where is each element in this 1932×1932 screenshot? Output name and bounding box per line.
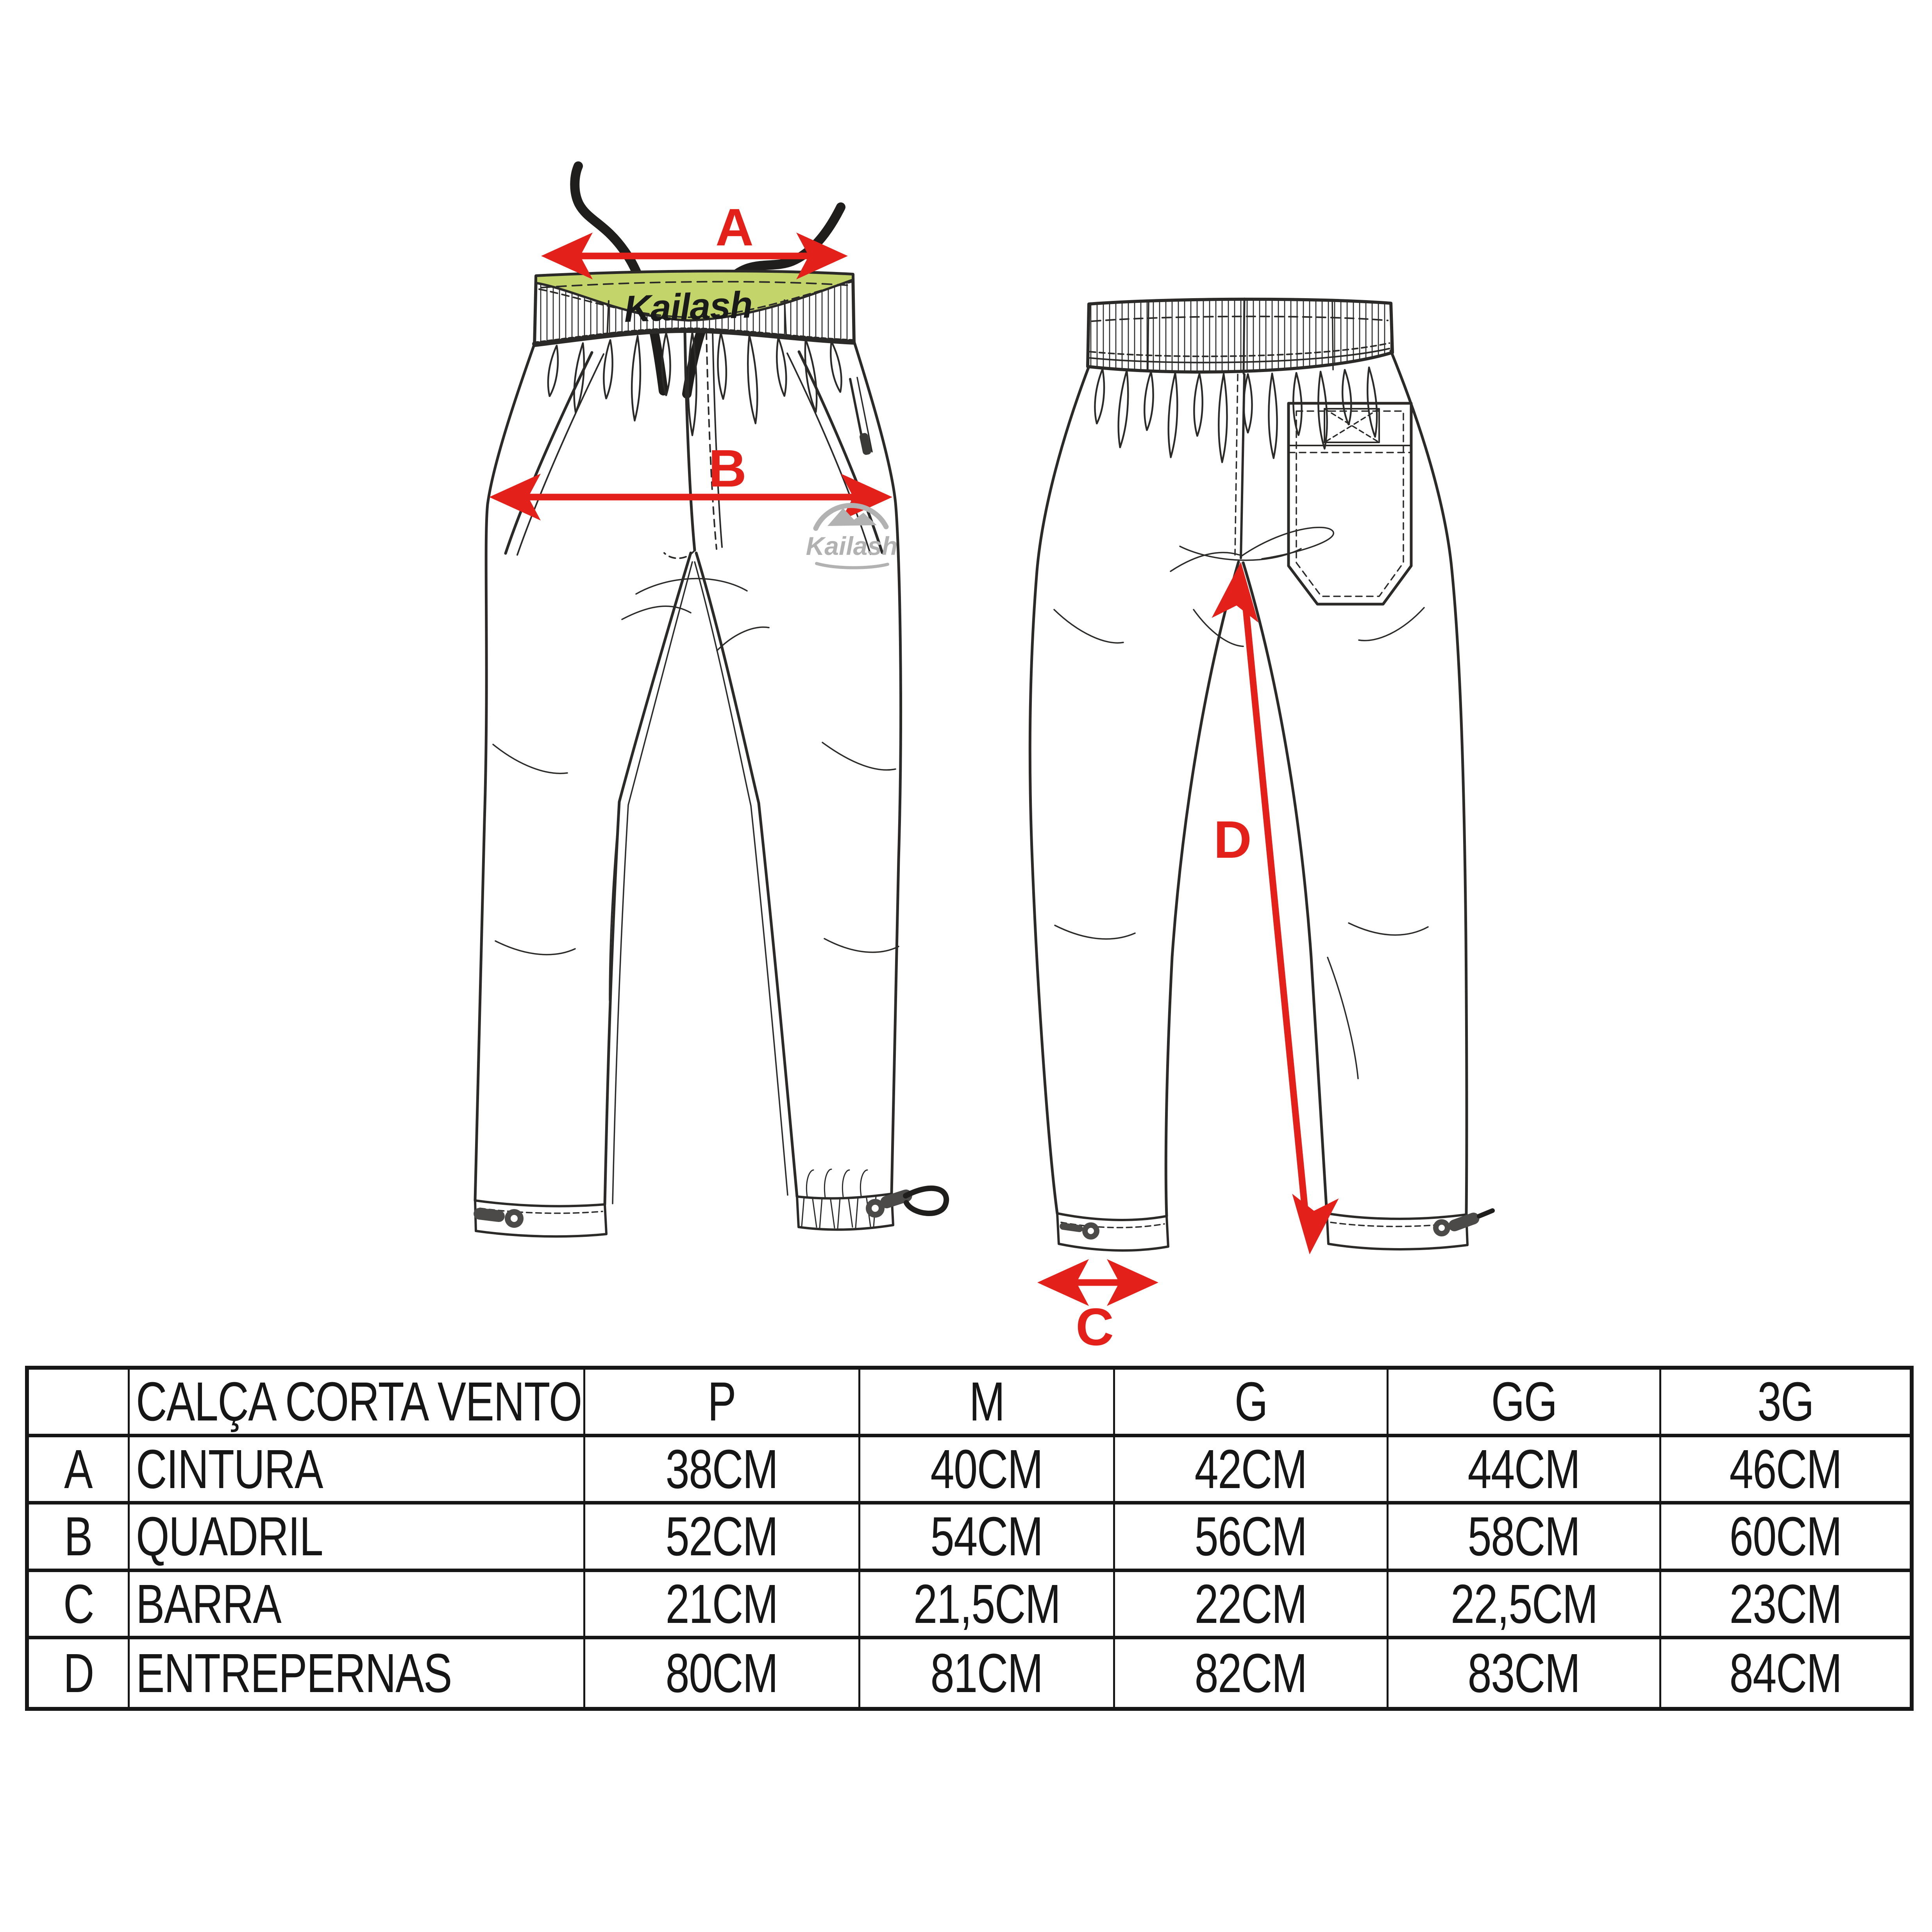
value-cell: 80CM [585, 1639, 860, 1707]
measure-name: QUADRIL [130, 1504, 585, 1572]
value-cell: 40CM [860, 1437, 1115, 1505]
value-cell: 21CM [585, 1572, 860, 1640]
value-cell: 83CM [1389, 1639, 1661, 1707]
value-cell: 84CM [1729, 1642, 1842, 1704]
label-a: A [715, 198, 754, 257]
value-cell: 52CM [585, 1504, 860, 1572]
watermark-text: Kailash [806, 531, 898, 560]
size-header-g: G [1115, 1370, 1389, 1437]
corner-cell [29, 1370, 130, 1437]
cordlock-loop-icon [866, 1188, 946, 1218]
size-header-3g: 3G [1661, 1370, 1910, 1437]
row-letter: D [29, 1639, 130, 1707]
label-c: C [1076, 1297, 1114, 1356]
row-letter: C [29, 1572, 130, 1640]
back-body-outline [1030, 351, 1467, 1216]
value-cell: 44CM [1389, 1437, 1661, 1505]
value-cell: 82CM [1115, 1639, 1389, 1707]
row-letter: A [29, 1437, 130, 1505]
value-cell: 23CM [1661, 1572, 1910, 1640]
back-pocket [1289, 403, 1411, 604]
value-cell: 22,5CM [1389, 1572, 1661, 1640]
row-letter: B [29, 1504, 130, 1572]
value-cell: 22CM [1115, 1572, 1389, 1640]
front-view [473, 166, 946, 1236]
back-left-hem [1057, 1213, 1168, 1250]
measure-name: BARRA [130, 1572, 585, 1640]
value-cell: 21,5CM [860, 1572, 1115, 1640]
back-view [1030, 299, 1492, 1356]
front-left-hem [473, 1200, 606, 1236]
label-b: B [708, 439, 747, 498]
back-elastic-loops [1093, 367, 1379, 462]
product-name: CALÇA CORTA VENTO [136, 1370, 582, 1433]
back-right-hem [1327, 1211, 1492, 1249]
size-table [25, 1366, 1914, 1711]
label-d: D [1214, 810, 1252, 869]
value-cell: 54CM [860, 1504, 1115, 1572]
size-header-p: P [585, 1370, 860, 1437]
value-cell: 58CM [1389, 1504, 1661, 1572]
value-cell: 60CM [1661, 1504, 1910, 1572]
value-cell: 38CM [585, 1437, 860, 1505]
measurement-arrow-inseam [1212, 560, 1339, 1257]
measure-name: ENTREPERNAS [130, 1639, 585, 1707]
front-elastic-loops [545, 332, 844, 435]
measure-name: CINTURA [130, 1437, 585, 1505]
product-name-cell [130, 1370, 585, 1437]
value-cell: 81CM [860, 1639, 1115, 1707]
size-header-m: M [860, 1370, 1115, 1437]
front-right-hem [797, 1169, 946, 1230]
measurement-arrow-hem [1037, 1259, 1158, 1356]
size-header-gg: GG [1389, 1370, 1661, 1437]
value-cell: 42CM [1115, 1437, 1389, 1505]
value-cell: 56CM [1115, 1504, 1389, 1572]
value-cell: 46CM [1661, 1437, 1910, 1505]
front-pockets [506, 352, 882, 555]
waistband-logo-text: Kailash [623, 284, 753, 330]
